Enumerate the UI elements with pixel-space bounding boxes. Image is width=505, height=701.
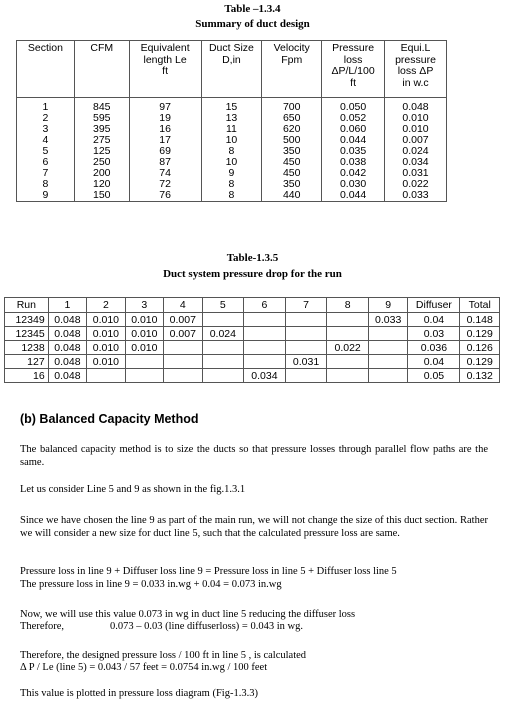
table-cell: 0.022: [385, 179, 447, 190]
table-cell: [285, 313, 327, 327]
paragraph-main-run: Since we have chosen the line 9 as part of the main run, we will not change the size of this duct section. Rather we will consider a new size for duct line 5, such that the calculated pressure loss are same.: [20, 515, 488, 539]
table-cell: 0.03: [408, 327, 460, 341]
table-cell: 69: [129, 146, 201, 157]
table-row: [5, 313, 500, 327]
table-cell: 0.05: [408, 369, 460, 383]
table-cell: 0.031: [385, 168, 447, 179]
table-cell: 0.048: [48, 313, 86, 327]
paragraph-consider: Let us consider Line 5 and 9 as shown in the fig.1.3.1: [20, 484, 246, 495]
table-cell: [164, 369, 202, 383]
table-cell: [202, 341, 244, 355]
table-cell: 1: [17, 98, 75, 114]
table-cell: 125: [74, 146, 129, 157]
table-cell: [327, 355, 369, 369]
column-header: Run: [5, 298, 49, 313]
column-header: 7: [285, 298, 327, 313]
table-cell: 120: [74, 179, 129, 190]
column-header: Section: [17, 41, 75, 98]
table-cell: 0.010: [125, 313, 163, 327]
table-cell: 0.010: [125, 341, 163, 355]
table-cell: [244, 355, 286, 369]
table-cell: 200: [74, 168, 129, 179]
table-cell: 9: [201, 168, 262, 179]
table-cell: 0.044: [322, 135, 385, 146]
table-row: [5, 369, 500, 383]
table-cell: 0.048: [48, 355, 86, 369]
table-cell: 0.010: [385, 113, 447, 124]
table-cell: 8: [201, 179, 262, 190]
table-cell: 72: [129, 179, 201, 190]
table-cell: 8: [201, 146, 262, 157]
table-cell: 0.034: [244, 369, 286, 383]
therefore-label: Therefore,: [20, 621, 65, 632]
table-cell: 0.048: [48, 369, 86, 383]
table-cell: 700: [262, 98, 322, 114]
table-cell: [244, 341, 286, 355]
table-cell: 0.010: [87, 327, 125, 341]
table-cell: 0.007: [385, 135, 447, 146]
table-cell: 8: [201, 190, 262, 202]
table-cell: 0.042: [322, 168, 385, 179]
pressure-loss-equation: Δ P / Le (line 5) = 0.043 / 57 feet = 0.0754 in.wg / 100 feet: [20, 662, 268, 673]
table-cell: 0.010: [87, 355, 125, 369]
table-cell: [327, 369, 369, 383]
table-cell: [244, 327, 286, 341]
table-cell: [202, 369, 244, 383]
table-cell: 74: [129, 168, 201, 179]
table-row: [17, 98, 447, 114]
table-cell: 0.129: [460, 327, 500, 341]
table-cell: 0.052: [322, 113, 385, 124]
column-header: CFM: [74, 41, 129, 98]
table-cell: 0.035: [322, 146, 385, 157]
table-cell: [368, 341, 408, 355]
column-header: 2: [87, 298, 125, 313]
duct-design-table: [16, 40, 447, 202]
column-header: Equi.L pressure loss ΔP in w.c: [385, 41, 447, 98]
table-cell: 9: [17, 190, 75, 202]
table-header-row: [17, 41, 447, 98]
table-cell: 13: [201, 113, 262, 124]
table-cell: [202, 355, 244, 369]
table-cell: 0.060: [322, 124, 385, 135]
table-cell: 0.030: [322, 179, 385, 190]
table-cell: 0.132: [460, 369, 500, 383]
paragraph-plotted: This value is plotted in pressure loss diagram (Fig-1.3.3): [20, 688, 258, 699]
table-cell: 0.010: [87, 341, 125, 355]
table-cell: 595: [74, 113, 129, 124]
table-cell: 0.010: [385, 124, 447, 135]
table-cell: 845: [74, 98, 129, 114]
equation-line-2: The pressure loss in line 9 = 0.033 in.wg + 0.04 = 0.073 in.wg: [20, 579, 282, 590]
table-cell: 0.024: [202, 327, 244, 341]
table-cell: 0.044: [322, 190, 385, 202]
table-header-row: [5, 298, 500, 313]
table-cell: [244, 313, 286, 327]
table-cell: 0.050: [322, 98, 385, 114]
table-cell: 2: [17, 113, 75, 124]
table-cell: 7: [17, 168, 75, 179]
table-cell: [87, 369, 125, 383]
table-cell: [164, 355, 202, 369]
table-cell: 440: [262, 190, 322, 202]
table-cell: 0.034: [385, 157, 447, 168]
table-cell: [285, 341, 327, 355]
therefore-value: 0.073 – 0.03 (line diffuserloss) = 0.043 in wg.: [110, 621, 303, 632]
table1-title: Table –1.3.4: [224, 3, 281, 15]
table-cell: [368, 327, 408, 341]
table-cell: 5: [17, 146, 75, 157]
table-cell: 0.048: [48, 327, 86, 341]
column-header: Total: [460, 298, 500, 313]
table-row: [5, 327, 500, 341]
column-header: Velocity Fpm: [262, 41, 322, 98]
table-cell: [327, 327, 369, 341]
table-cell: [164, 341, 202, 355]
table-cell: 0.036: [408, 341, 460, 355]
table-cell: 0.022: [327, 341, 369, 355]
table-cell: 16: [129, 124, 201, 135]
table-cell: [285, 327, 327, 341]
table-row: [5, 355, 500, 369]
table-cell: 97: [129, 98, 201, 114]
column-header: Diffuser: [408, 298, 460, 313]
table-cell: 275: [74, 135, 129, 146]
table-cell: 76: [129, 190, 201, 202]
table-cell: 0.148: [460, 313, 500, 327]
table-cell: 620: [262, 124, 322, 135]
table-cell: 19: [129, 113, 201, 124]
table-cell: 350: [262, 146, 322, 157]
table-cell: 0.048: [48, 341, 86, 355]
table-cell: 0.048: [385, 98, 447, 114]
table-cell: 0.033: [385, 190, 447, 202]
table-cell: 150: [74, 190, 129, 202]
table-cell: 0.007: [164, 313, 202, 327]
run-cell: 12345: [5, 327, 49, 341]
table-cell: 10: [201, 157, 262, 168]
paragraph-designed-loss: Therefore, the designed pressure loss / 100 ft in line 5 , is calculated: [20, 650, 307, 661]
section-heading: (b) Balanced Capacity Method: [20, 412, 199, 426]
table-cell: 8: [17, 179, 75, 190]
table-cell: 250: [74, 157, 129, 168]
table2-title: Table-1.3.5: [226, 252, 279, 264]
table-cell: 450: [262, 168, 322, 179]
table-cell: 0.024: [385, 146, 447, 157]
column-header: Equivalent length Le ft: [129, 41, 201, 98]
table-cell: 395: [74, 124, 129, 135]
table-cell: 450: [262, 157, 322, 168]
table-cell: 11: [201, 124, 262, 135]
table-cell: 500: [262, 135, 322, 146]
table-cell: [125, 369, 163, 383]
table-cell: [368, 355, 408, 369]
column-header: 4: [164, 298, 202, 313]
column-header: 8: [327, 298, 369, 313]
table-cell: 0.007: [164, 327, 202, 341]
paragraph-intro: The balanced capacity method is to size the ducts so that pressure losses through parallel flow paths are the same.: [20, 444, 488, 468]
table-cell: [202, 313, 244, 327]
table2-subtitle: Duct system pressure drop for the run: [163, 268, 342, 280]
column-header: Pressure loss ΔP/L/100 ft: [322, 41, 385, 98]
table-cell: 0.04: [408, 313, 460, 327]
table-cell: 0.010: [125, 327, 163, 341]
table-cell: 0.126: [460, 341, 500, 355]
table-cell: 0.010: [87, 313, 125, 327]
table-row: [5, 341, 500, 355]
table-cell: 4: [17, 135, 75, 146]
table-cell: [327, 313, 369, 327]
pressure-drop-table: [4, 297, 500, 383]
column-header: Duct Size D,in: [201, 41, 262, 98]
run-cell: 12349: [5, 313, 49, 327]
run-cell: 1238: [5, 341, 49, 355]
table-cell: 0.031: [285, 355, 327, 369]
table-cell: 650: [262, 113, 322, 124]
table-cell: 87: [129, 157, 201, 168]
table-cell: [125, 355, 163, 369]
table-cell: 3: [17, 124, 75, 135]
table1-subtitle: Summary of duct design: [195, 18, 310, 30]
column-header: 6: [244, 298, 286, 313]
table-cell: 0.129: [460, 355, 500, 369]
table-cell: 0.033: [368, 313, 408, 327]
table-cell: 10: [201, 135, 262, 146]
table-row: [17, 190, 447, 202]
paragraph-reduce-diffuser: Now, we will use this value 0.073 in wg in duct line 5 reducing the diffuser loss: [20, 609, 356, 620]
table-cell: 6: [17, 157, 75, 168]
equation-line-1: Pressure loss in line 9 + Diffuser loss line 9 = Pressure loss in line 5 + Diffuser loss line 5: [20, 566, 397, 577]
table-cell: 17: [129, 135, 201, 146]
column-header: 3: [125, 298, 163, 313]
column-header: 1: [48, 298, 86, 313]
table-cell: [368, 369, 408, 383]
run-cell: 16: [5, 369, 49, 383]
column-header: 5: [202, 298, 244, 313]
table-cell: 0.04: [408, 355, 460, 369]
table-cell: 350: [262, 179, 322, 190]
run-cell: 127: [5, 355, 49, 369]
table-cell: [285, 369, 327, 383]
table-cell: 0.038: [322, 157, 385, 168]
column-header: 9: [368, 298, 408, 313]
table-cell: 15: [201, 98, 262, 114]
